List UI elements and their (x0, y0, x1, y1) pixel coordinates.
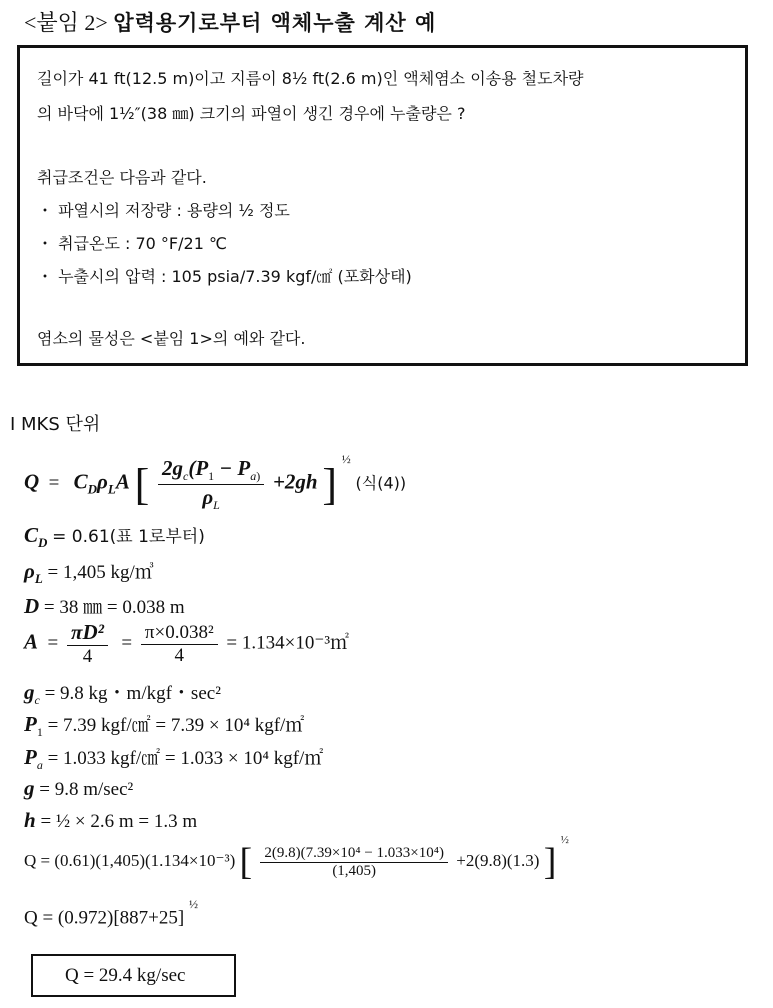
condition-1: ・ 파열시의 저장량 : 용량의 ½ 정도 (37, 201, 290, 220)
equation-h: h = ½ × 2.6 m = 1.3 m (24, 808, 198, 832)
a-numerator-1: πD² (67, 620, 108, 646)
equation-q-substituted: Q = (0.61)(1,405)(1.134×10⁻³) [ $\frac{\text{2(9.8)(7.39×10⁴ − 1.033×10⁴)}}{(1,405)}$ +2(9.8)(1.3) ] $^{\frac{1}{2}}$ (24, 834, 569, 883)
a-numerator-2: π×0.038² (141, 622, 218, 645)
page-title (24, 6, 436, 37)
a-result: = 1.134×10⁻³㎡ (226, 632, 350, 654)
section-heading: I MKS 단위 (10, 414, 101, 435)
q-substituted-denominator: (1,405) (332, 862, 377, 879)
properties-note: 염소의 물성은 <붙임 1>의 예와 같다. (37, 329, 306, 348)
equation-cd: $C_D = 0.61$(표 1로부터) (24, 523, 205, 550)
equation-d: D = 38 ㎜ = 0.038 m (24, 594, 185, 618)
title-prefix: <붙임 2> (24, 10, 108, 35)
answer-value: Q = 29.4 kg/sec (65, 965, 186, 986)
condition-3: ・ 누출시의 압력 : 105 psia/7.39 kgf/㎠ (포화상태) (37, 267, 412, 286)
pa-value: = 1.033 kgf/㎠ = 1.033 × 10⁴ kgf/㎡ (47, 748, 324, 769)
problem-box (17, 45, 748, 366)
equation-q-simplified: Q = (0.972)[887+25] $^{\frac{1}{2}}$ (24, 897, 198, 929)
equation-q-general: $Q = C_D\rho_LA$ [ $\frac{2g_c(P_1 - P_{a)}}{\rho_L}$ +2gh ] $^{\frac{1}{2}}$ (식(4)) (24, 452, 407, 512)
rho-value: = 1,405 kg/㎥ (47, 562, 154, 583)
title-bold: 압력용기로부터 액체누출 계산 예 (113, 11, 437, 35)
condition-2: ・ 취급온도 : 70 °F/21 ℃ (37, 234, 227, 253)
g-value: = 9.8 m/sec² (39, 779, 134, 800)
a-denominator-1: 4 (82, 646, 93, 667)
equation-g: g = 9.8 m/sec² (24, 776, 134, 800)
answer-box (31, 954, 236, 997)
q-substituted-tail: +2(9.8)(1.3) (456, 850, 540, 870)
problem-line-1: 길이가 41 ft(12.5 m)이고 지름이 8½ ft(2.6 m)인 액체염소 이송용 철도차량 (37, 69, 584, 88)
p1-value: = 7.39 kgf/㎠ = 7.39 × 10⁴ kgf/㎡ (47, 715, 305, 736)
cd-value: = 0.61(표 1로부터) (52, 527, 205, 547)
equation-reference: (식(4)) (355, 473, 407, 493)
equation-rho: $\rho_L = 1,405$ kg/㎥ (24, 559, 154, 586)
q-simplified-text: Q = (0.972)[887+25] (24, 907, 185, 929)
conditions-heading: 취급조건은 다음과 같다. (37, 168, 207, 187)
h-value: = ½ × 2.6 m = 1.3 m (40, 811, 198, 832)
q-substituted-lhs: Q = (0.61)(1,405)(1.134×10⁻³) (24, 850, 236, 870)
d-value: = 38 ㎜ = 0.038 m (43, 597, 185, 618)
equation-p1: $P_1 = 7.39$ kgf/㎠ = 7.39 × 10⁴ kgf/㎡ (24, 712, 305, 739)
problem-line-2: 의 바닥에 1½″(38 ㎜) 크기의 파열이 생긴 경우에 누출량은 ? (37, 104, 466, 123)
equation-a: A = $\frac{\text{πD²}}{4}$ = $\frac{\text{π×0.038²}}{4}$ = 1.134×10⁻³㎡ (24, 620, 350, 667)
q-substituted-numerator: 2(9.8)(7.39×10⁴ − 1.033×10⁴) (260, 845, 448, 863)
gc-value: = 9.8 kg・m/kgf・sec² (44, 683, 221, 704)
equation-pa: $P_a = 1.033$ kgf/㎠ = 1.033 × 10⁴ kgf/㎡ (24, 745, 324, 772)
equation-gc: $g_c = 9.8$ kg・m/kgf・sec² (24, 680, 221, 707)
